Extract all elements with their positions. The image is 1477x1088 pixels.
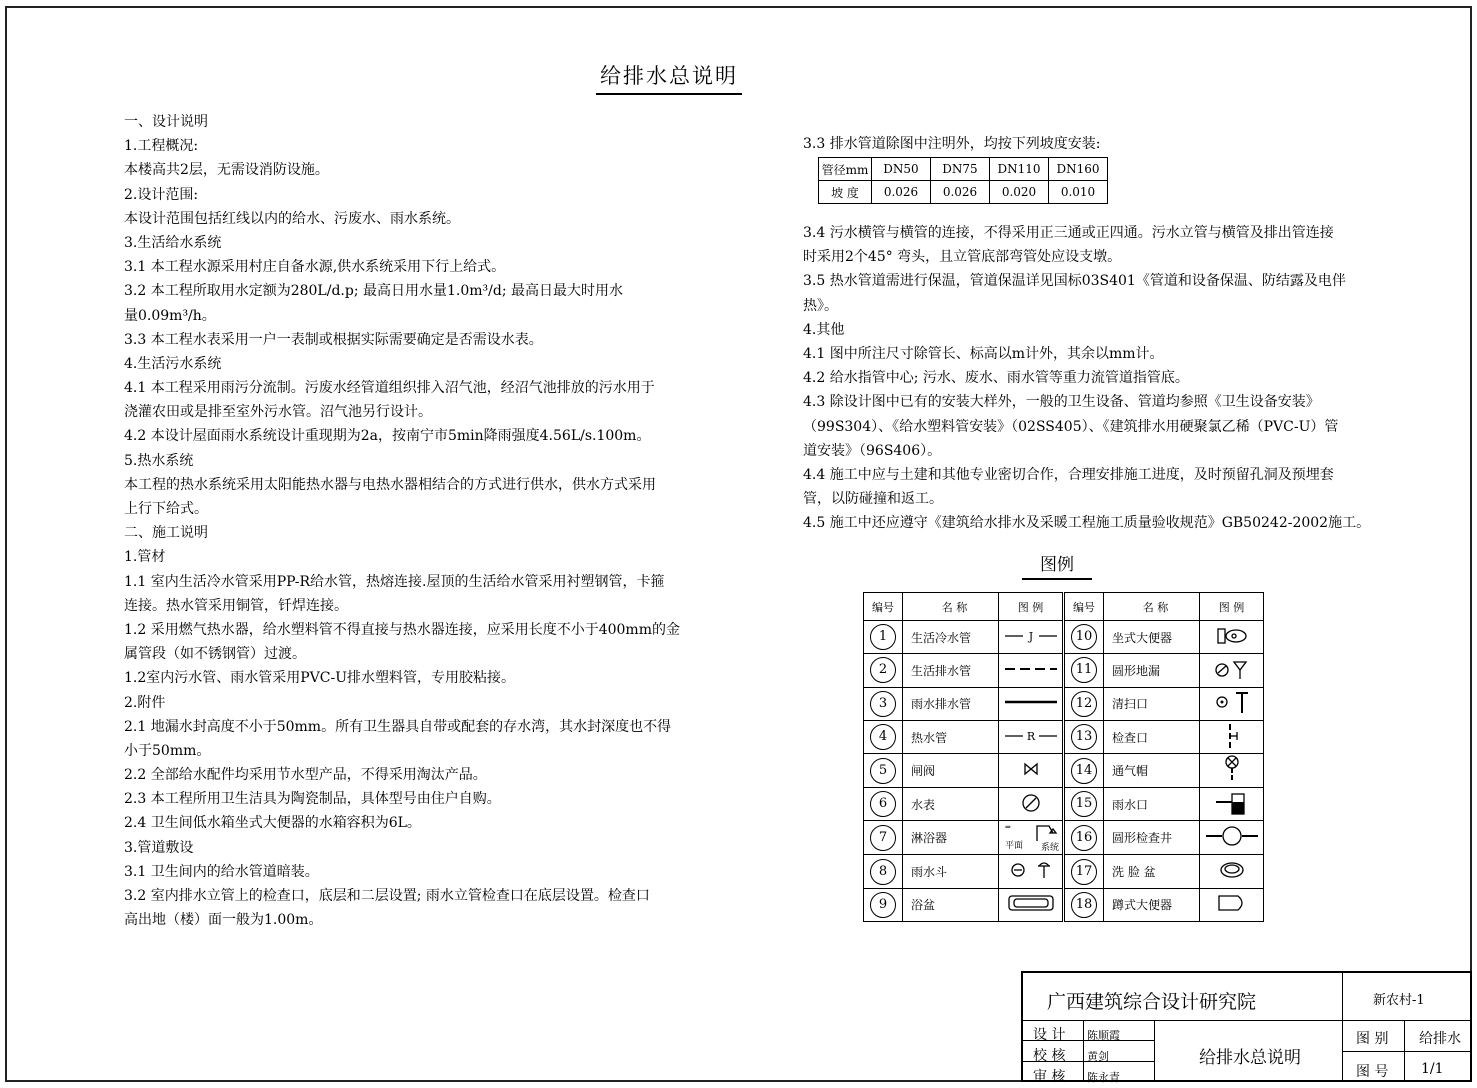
legend-title: 图例	[1040, 555, 1074, 575]
legend-name: 雨水排水管	[903, 687, 999, 720]
note-line: 4.4 施工中应与土建和其他专业密切合作，合理安排施工进度，及时预留孔洞及预埋套	[803, 466, 1334, 483]
slope-cell: 管径mm	[819, 158, 872, 181]
legend-number-cell	[864, 720, 903, 753]
legend-number-cell	[864, 821, 903, 855]
note-line: 小于50mm。	[124, 742, 211, 759]
note-line: 2.4 卫生间低水箱坐式大便器的水箱容积为6L。	[124, 815, 421, 832]
note-line: 热》。	[803, 297, 838, 314]
legend-number: 14	[1071, 758, 1097, 784]
legend-number-cell	[1064, 788, 1104, 821]
vent-cap-icon	[1200, 754, 1264, 788]
note-line: 3.管道敷设	[124, 839, 194, 856]
number-value: 1/1	[1421, 1061, 1444, 1077]
note-line: 3.4 污水横管与横管的连接，不得采用正三通或正四通。污水立管与横管及排出管连接	[803, 225, 1334, 241]
note-line: 4.1 本工程采用雨污分流制。污废水经管道组织排入沼气池，经沼气池排放的污水用于	[124, 380, 655, 397]
svg-text:J: J	[1028, 629, 1033, 643]
note-line: 上行下给式。	[124, 501, 208, 517]
legend-number-cell	[1064, 720, 1104, 753]
washbasin-icon	[1200, 855, 1264, 888]
design-notes-right	[803, 221, 1370, 535]
check-port-icon	[1200, 720, 1264, 753]
slope-row-slope	[819, 181, 1108, 204]
category-label: 图 别	[1356, 1031, 1389, 1047]
gate-valve-icon	[999, 754, 1064, 788]
note-line: 量0.09m³/h。	[124, 307, 216, 324]
drawing-name: 给排水总说明	[1199, 1048, 1301, 1068]
note-line: 1.工程概况:	[124, 138, 199, 155]
legend-name: 圆形检查井	[1104, 821, 1200, 855]
legend-number: 16	[1071, 825, 1097, 851]
note-line: 2.1 地漏水封高度不小于50mm。所有卫生器具自带或配套的存水湾，其水封深度也不得	[124, 718, 672, 735]
legend-header-cell: 名 称	[1104, 593, 1200, 621]
sitting-toilet-icon	[1200, 621, 1264, 654]
slope-cell: 坡 度	[819, 181, 872, 204]
note-line: 1.2 采用燃气热水器，给水塑料管不得直接与热水器连接，应采用长度不小于400mm的金	[124, 621, 680, 638]
legend-name: 蹲式大便器	[1104, 888, 1200, 921]
note-line: 5.热水系统	[124, 452, 194, 469]
note-line: 本工程的热水系统采用太阳能热水器与电热水器相结合的方式进行供水，供水方式采用	[124, 476, 656, 493]
legend-row	[864, 754, 1264, 788]
note-line: 3.1 卫生间内的给水管道暗装。	[124, 863, 319, 880]
note-line: 2.设计范围:	[124, 186, 199, 203]
legend-number-cell	[1064, 855, 1104, 888]
note-line: 道安装》（96S406）。	[803, 442, 942, 459]
drain-pipe-icon	[999, 654, 1064, 687]
legend-name: 生活排水管	[903, 654, 999, 687]
legend-number-cell	[1064, 888, 1104, 921]
role-checker: 校 核	[1033, 1048, 1066, 1064]
person-designer: 陈顺霞	[1087, 1029, 1120, 1042]
bathtub-icon	[999, 888, 1064, 921]
legend-row	[864, 687, 1264, 720]
legend-name: 坐式大便器	[1104, 621, 1200, 654]
legend-row	[864, 720, 1264, 753]
legend-number-cell	[864, 788, 903, 821]
legend-number: 7	[870, 825, 896, 851]
legend-number: 6	[870, 791, 896, 817]
slope-cell: DN160	[1049, 158, 1108, 181]
legend-number-cell	[1064, 821, 1104, 855]
legend-number-cell	[864, 621, 903, 654]
cleanout-icon	[1200, 687, 1264, 720]
institute-name: 广西建筑综合设计研究院	[1047, 991, 1257, 1013]
note-line: （99S304）、《给水塑料管安装》（02SS405）、《建筑排水用硬聚氯乙稀（PVC-U）管	[803, 418, 1339, 435]
note-line: 一、设计说明	[124, 114, 208, 130]
note-line: 2.附件	[124, 694, 166, 711]
legend-name: 雨水口	[1104, 788, 1200, 821]
rain-inlet-icon	[1200, 788, 1264, 821]
legend-number: 9	[870, 892, 896, 918]
note-line: 二、施工说明	[124, 525, 208, 542]
legend-number: 1	[870, 624, 896, 650]
legend-header-row	[864, 593, 1264, 621]
note-line: 4.1 图中所注尺寸除管长、标高以m计外，其余以mm计。	[803, 345, 1164, 362]
legend-number-cell	[1064, 654, 1104, 687]
design-notes-left	[124, 110, 680, 932]
note-line: 连接。热水管采用铜管，钎焊连接。	[124, 597, 348, 614]
legend-name: 洗 脸 盆	[1104, 855, 1200, 888]
legend-name: 清扫口	[1104, 687, 1200, 720]
slope-intro: 3.3 排水管道除图中注明外，均按下列坡度安装:	[803, 136, 1101, 152]
legend-number-cell	[1064, 687, 1104, 720]
legend-row	[864, 888, 1264, 921]
rain-hopper-icon	[999, 855, 1064, 888]
legend-number: 4	[870, 724, 896, 750]
slope-cell: 0.020	[990, 181, 1049, 204]
note-line: 本楼高共2层，无需设消防设施。	[124, 162, 329, 179]
legend-header-cell: 图 例	[1200, 593, 1264, 621]
slope-cell: DN50	[872, 158, 931, 181]
note-line: 2.2 全部给水配件均采用节水型产品，不得采用淘汰产品。	[124, 767, 487, 784]
legend-name: 浴盆	[903, 888, 999, 921]
legend-header-cell: 编号	[864, 593, 903, 621]
note-line: 4.5 施工中还应遵守《建筑给水排水及采暖工程施工质量验收规范》GB50242-2002施工。	[803, 515, 1371, 532]
note-line: 1.管材	[124, 549, 166, 566]
legend-row	[864, 821, 1264, 855]
note-line: 4.生活污水系统	[124, 355, 222, 372]
legend-name: 水表	[903, 788, 999, 821]
legend-number: 5	[870, 758, 896, 784]
slope-cell: DN110	[990, 158, 1049, 181]
note-line: 高出地（楼）面一般为1.00m。	[124, 912, 323, 929]
legend-name: 通气帽	[1104, 754, 1200, 788]
role-designer: 设 计	[1033, 1027, 1066, 1043]
number-label: 图 号	[1356, 1064, 1389, 1080]
slope-row-diameter	[819, 158, 1108, 181]
legend-header-cell: 编号	[1064, 593, 1104, 621]
legend-number-cell	[864, 654, 903, 687]
legend-name: 淋浴器	[903, 821, 999, 855]
person-reviewer: 陈永青	[1087, 1071, 1120, 1084]
legend-number: 8	[870, 859, 896, 885]
page-title: 给排水总说明	[600, 64, 738, 88]
legend-name: 雨水斗	[903, 855, 999, 888]
legend-number: 13	[1071, 724, 1097, 750]
legend-number-cell	[864, 888, 903, 921]
shower-icon	[999, 821, 1064, 855]
rain-pipe-icon	[999, 687, 1064, 720]
legend-number-cell	[864, 754, 903, 788]
note-line: 3.1 本工程水源采用村庄自备水源,供水系统采用下行上给式。	[124, 259, 506, 276]
legend-number-cell	[864, 855, 903, 888]
svg-text:平面: 平面	[1004, 841, 1023, 852]
legend-number-cell	[1064, 754, 1104, 788]
water-meter-icon	[999, 788, 1064, 821]
legend-row	[864, 855, 1264, 888]
project-name: 新农村-1	[1373, 993, 1425, 1008]
note-line: 3.5 热水管道需进行保温，管道保温详见国标03S401《管道和设备保温、防结露及电伴	[803, 273, 1346, 290]
legend-row	[864, 621, 1264, 654]
legend-number: 3	[870, 691, 896, 717]
svg-text:R: R	[1026, 729, 1035, 743]
legend-row	[864, 788, 1264, 821]
title-underline	[596, 93, 742, 95]
legend-name: 热水管	[903, 720, 999, 753]
note-line: 属管段（如不锈钢管）过渡。	[124, 646, 306, 663]
legend-number: 10	[1071, 624, 1097, 650]
person-checker: 黄剑	[1087, 1050, 1109, 1063]
category-value: 给排水	[1419, 1031, 1461, 1047]
slope-cell: 0.026	[872, 181, 931, 204]
note-line: 3.2 本工程所取用水定额为280L/d.p; 最高日用水量1.0m³/d; 最高日最大时用水	[124, 283, 623, 300]
hot-water-pipe-icon	[999, 720, 1064, 753]
note-line: 浇灌农田或是排至室外污水管。沼气池另行设计。	[124, 404, 432, 421]
note-line: 时采用2个45° 弯头，且立管底部弯管处应设支墩。	[803, 249, 1122, 266]
legend-header-cell: 图 例	[999, 593, 1064, 621]
legend-number: 18	[1071, 892, 1097, 918]
note-line: 4.3 除设计图中已有的安装大样外，一般的卫生设备、管道均参照《卫生设备安装》	[803, 394, 1320, 411]
note-line: 3.2 室内排水立管上的检查口，底层和二层设置; 雨水立管检查口在底层设置。检查口	[124, 888, 650, 904]
legend-title-underline	[1022, 578, 1092, 580]
note-line: 3.生活给水系统	[124, 234, 222, 251]
title-block	[1021, 971, 1472, 1085]
legend-number: 11	[1071, 657, 1097, 683]
slope-table	[818, 157, 1108, 204]
note-line: 4.其他	[803, 321, 845, 338]
legend-header-cell: 名 称	[903, 593, 999, 621]
inspection-well-icon	[1200, 821, 1264, 855]
legend-row	[864, 654, 1264, 687]
note-line: 1.1 室内生活冷水管采用PP-R给水管，热熔连接.屋顶的生活给水管采用衬塑钢管，卡箍	[124, 573, 665, 590]
legend-name: 生活冷水管	[903, 621, 999, 654]
floor-drain-icon	[1200, 654, 1264, 687]
note-line: 4.2 本设计屋面雨水系统设计重现期为2a，按南宁市5min降雨强度4.56L/s.100m。	[124, 428, 651, 445]
squat-toilet-icon	[1200, 888, 1264, 921]
note-line: 管，以防碰撞和返工。	[803, 491, 943, 508]
svg-text:系统: 系统	[1040, 843, 1059, 852]
note-line: 2.3 本工程所用卫生洁具为陶瓷制品，具体型号由住户自购。	[124, 791, 501, 808]
role-reviewer: 审 核	[1033, 1069, 1066, 1085]
svg-text:⇒: ⇒	[1004, 823, 1011, 832]
legend-number: 2	[870, 657, 896, 683]
note-line: 1.2室内污水管、雨水管采用PVC-U排水塑料管，专用胶粘接。	[124, 670, 516, 687]
legend-name: 圆形地漏	[1104, 654, 1200, 687]
slope-cell: DN75	[931, 158, 990, 181]
legend-name: 检查口	[1104, 720, 1200, 753]
note-line: 3.3 本工程水表采用一户一表制或根据实际需要确定是否需设水表。	[124, 331, 543, 348]
note-line: 本设计范围包括红线以内的给水、污废水、雨水系统。	[124, 210, 460, 227]
note-line: 4.2 给水指管中心; 污水、废水、雨水管等重力流管道指管底。	[803, 370, 1189, 387]
legend-number-cell	[864, 687, 903, 720]
slope-cell: 0.026	[931, 181, 990, 204]
cold-water-pipe-icon	[999, 621, 1064, 654]
legend-number: 17	[1071, 859, 1097, 885]
legend-table	[863, 592, 1264, 922]
legend-number-cell	[1064, 621, 1104, 654]
legend-number: 15	[1071, 791, 1097, 817]
legend-number: 12	[1071, 691, 1097, 717]
legend-name: 闸阀	[903, 754, 999, 788]
slope-cell: 0.010	[1049, 181, 1108, 204]
